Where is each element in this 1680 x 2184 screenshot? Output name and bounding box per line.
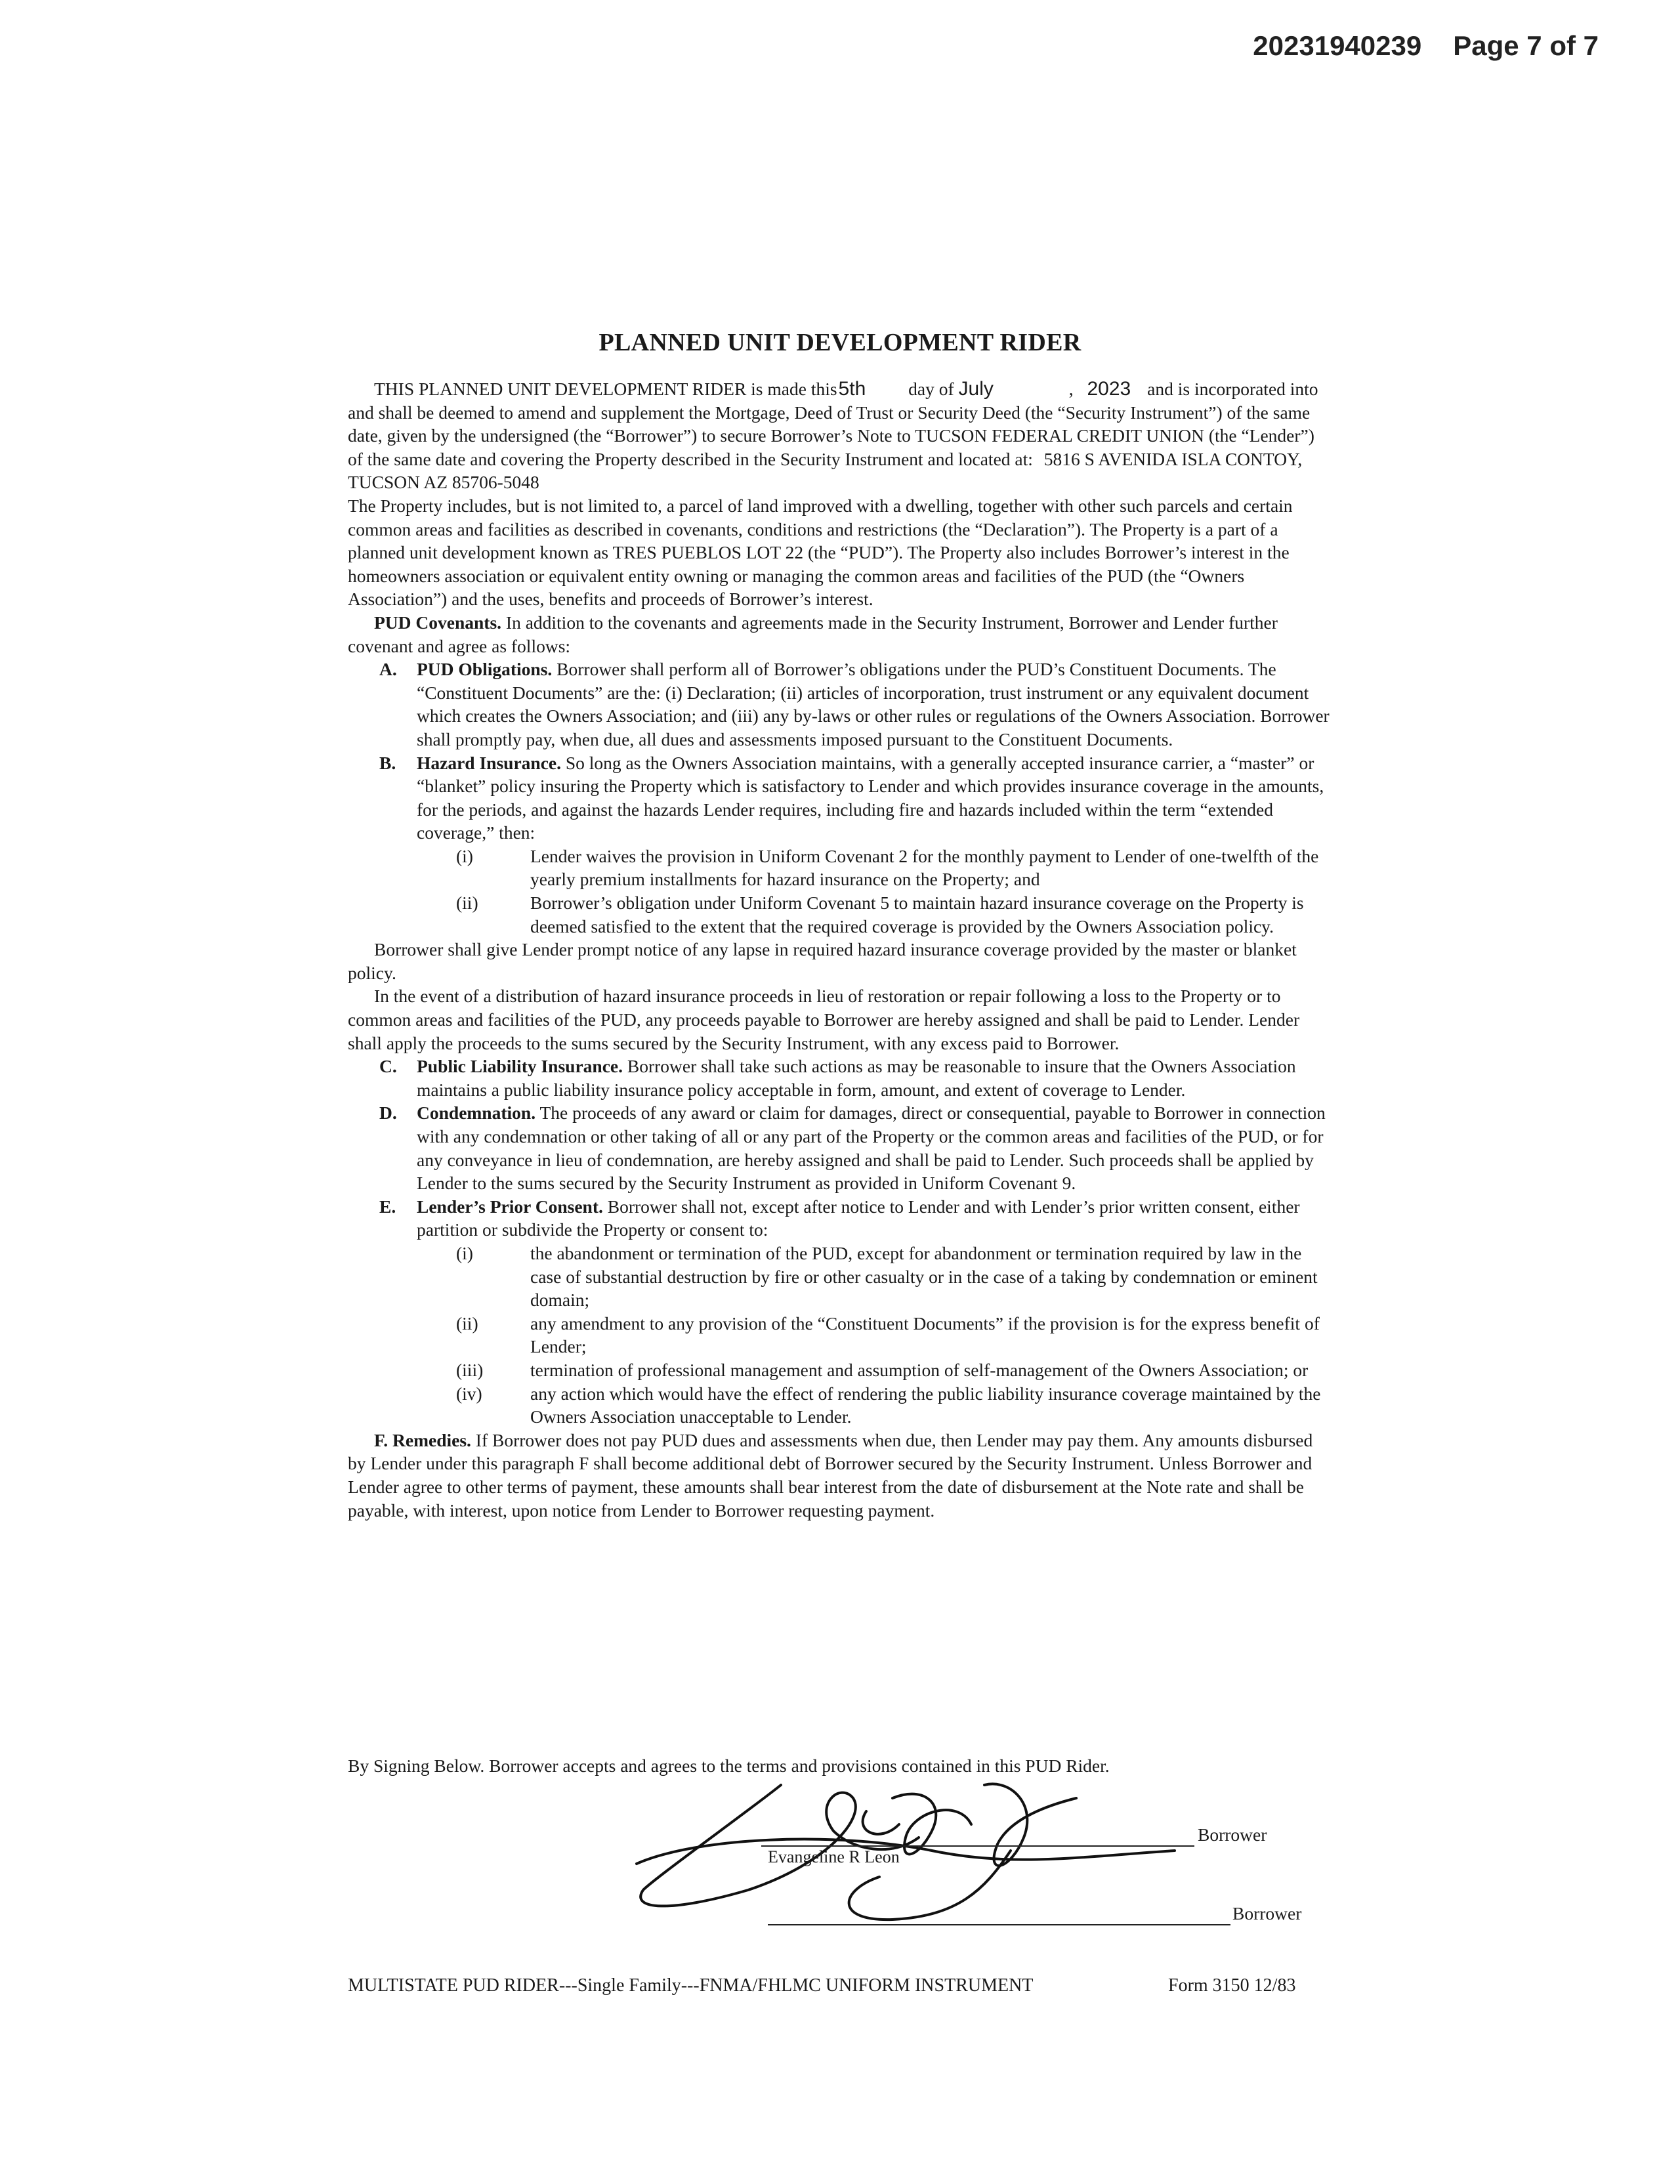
section-b: B. Hazard Insurance. So long as the Owners Association maintains, with a generally accepted insurance carrier, a “master” or “blanket” policy insuring the Property which is satisfactory to Lender and which provides insurance coverage in the amounts, for the periods, and against the hazards Lender requires, including fire and hazards included within the term “extended coverage,” then: [379, 752, 1324, 843]
borrower-signature-line-2 [768, 1924, 1230, 1925]
section-b-item-i: (i) Lender waives the provision in Uniform Covenant 2 for the monthly payment to Lender of one-twelfth of the yearly premium installments for hazard insurance on the Property; and [456, 845, 1319, 890]
borrower-label-2: Borrower [1232, 1903, 1302, 1923]
intro-paragraph: THIS PLANNED UNIT DEVELOPMENT RIDER is made this5th day of July , 2023 and is incorporated into and shall be deemed to amend and supplement the Mortgage, Deed of Trust or Security Deed (the “Security Instrument”) of the same date, given by the undersigned (the “Borrower”) to secure Borrower’s Note to TUCSON FEDERAL CREDIT UNION (the “Lender”) of the same date and covering the Property described in the Security Instrument and located at: 5816 S AVENIDA ISLA CONTOY, TUCSON AZ 85706-5048 [348, 378, 1318, 493]
section-e-item-iv: (iv) any action which would have the effect of rendering the public liability insurance coverage maintained by the Owners Association unacceptable to Lender. [456, 1383, 1321, 1427]
borrower-signature-line-1 [761, 1845, 1194, 1847]
section-c: C. Public Liability Insurance. Borrower shall take such actions as may be reasonable to insure that the Owners Association maintains a public liability insurance policy acceptable in form, amount, and extent of coverage to Lender. [379, 1056, 1296, 1100]
document-body [348, 377, 1332, 1522]
section-b-proceeds: In the event of a distribution of hazard insurance proceeds in lieu of restoration or repair following a loss to the Property or to common areas and facilities of the PUD, any proceeds payable to Borrower are hereby assigned and shall be paid to Lender. Lender shall apply the proceeds to the sums secured by the Security Instrument, with any excess paid to Borrower. [348, 986, 1300, 1053]
covenants-paragraph: PUD Covenants. In addition to the covenants and agreements made in the Security Instrument, Borrower and Lender further covenant and agree as follows: [348, 612, 1278, 656]
form-footer [348, 1975, 1332, 1996]
section-b-notice: Borrower shall give Lender prompt notice of any lapse in required hazard insurance coverage provided by the master or blanket policy. [348, 939, 1297, 983]
year-field: 2023 [1087, 378, 1131, 400]
document-number: 20231940239 [1253, 30, 1422, 61]
section-f: F. Remedies. If Borrower does not pay PUD dues and assessments when due, then Lender may pay them. Any amounts disbursed by Lender under this paragraph F shall become additional debt of Borrower secured by the Security Instrument. Unless Borrower and Lender agree to other terms of payment, these amounts shall bear interest from the date of disbursement at the Note rate and shall be payable, with interest, upon notice from Lender to Borrower requesting payment. [348, 1429, 1313, 1521]
section-d: D. Condemnation. The proceeds of any award or claim for damages, direct or consequential, payable to Borrower in connection with any condemnation or other taking of all or any part of the Property or the common areas and facilities of the PUD, or for any conveyance in lieu of condemnation, are hereby assigned and shall be paid to Lender. Such proceeds shall be applied by Lender to the sums secured by the Security Instrument as provided in Uniform Covenant 9. [379, 1102, 1326, 1194]
footer-instrument: MULTISTATE PUD RIDER---Single Family---FNMA/FHLMC UNIFORM INSTRUMENT [348, 1975, 1034, 1996]
section-a: A. PUD Obligations. Borrower shall perform all of Borrower’s obligations under the PUD’s Constituent Documents. The “Constituent Documents” are the: (i) Declaration; (ii) articles of incorporation, trust instrument or any equivalent document which creates the Owners Association; and (iii) any by-laws or other rules or regulations of the Owners Association. Borrower shall promptly pay, when due, all dues and assessments imposed pursuant to the Constituent Documents. [379, 659, 1330, 749]
footer-form-number: Form 3150 12/83 [1168, 1975, 1296, 1996]
page-indicator: Page 7 of 7 [1453, 30, 1599, 61]
day-field: 5th [838, 378, 866, 400]
section-e-item-ii: (ii) any amendment to any provision of the “Constituent Documents” if the provision is for the express benefit of Lender; [456, 1312, 1320, 1357]
property-paragraph: The Property includes, but is not limited to, a parcel of land improved with a dwelling, together with other such parcels and certain common areas and facilities as described in covenants, conditions and restrictions (the “Declaration”). The Property is a part of a planned unit development known as TRES PUEBLOS LOT 22 (the “PUD”). The Property also includes Borrower’s interest in the homeowners association or equivalent entity owning or managing the common areas and facilities of the PUD (the “Owners Association”) and the uses, benefits and proceeds of Borrower’s interest. [348, 495, 1293, 610]
signing-statement: By Signing Below. Borrower accepts and agrees to the terms and provisions contained in this PUD Rider. [348, 1755, 1110, 1776]
document-title: PLANNED UNIT DEVELOPMENT RIDER [598, 329, 1082, 356]
pud-name: TRES PUEBLOS LOT 22 [612, 542, 804, 563]
property-address: 5816 S AVENIDA ISLA CONTOY, TUCSON AZ 85706-5048 [348, 448, 1303, 493]
section-b-item-ii: (ii) Borrower’s obligation under Uniform Covenant 5 to maintain hazard insurance coverage on the Property is deemed satisfied to the extent that the required coverage is provided by the Owners Association policy. [456, 892, 1304, 936]
borrower-signature [617, 1759, 1208, 1929]
borrower-printed-name: Evangeline R Leon [768, 1847, 900, 1866]
section-e: E. Lender’s Prior Consent. Borrower shall not, except after notice to Lender and with Lender’s prior written consent, either partition or subdivide the Property or consent to: [379, 1196, 1300, 1240]
section-e-item-iii: (iii) termination of professional management and assumption of self-management of the Owners Association; or [456, 1359, 1309, 1380]
month-field: July [958, 378, 994, 400]
borrower-label-1: Borrower [1198, 1824, 1267, 1845]
section-e-item-i: (i) the abandonment or termination of the PUD, except for abandonment or termination required by law in the case of substantial destruction by fire or other casualty or in the case of a taking by condemnation or eminent domain; [456, 1242, 1318, 1311]
document-header [1253, 30, 1599, 62]
